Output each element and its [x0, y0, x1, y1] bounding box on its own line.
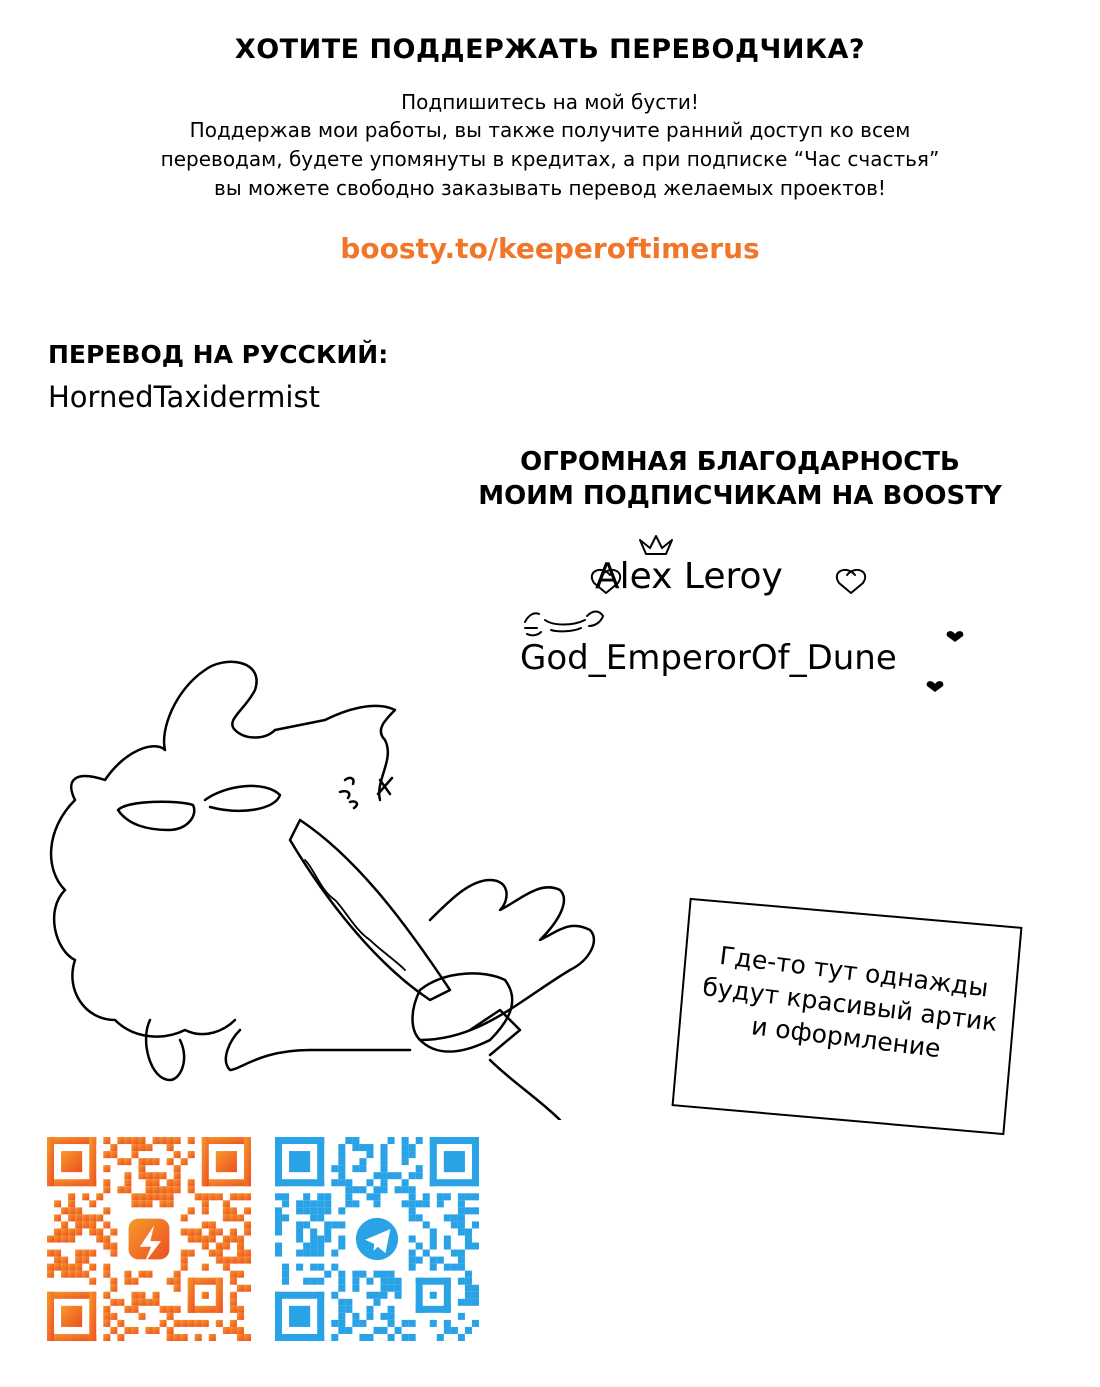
subscriber-alex-leroy: Alex Leroy	[595, 556, 783, 597]
support-line-3: переводам, будете упомянуты в кредитах, а при подписке “Час счастья”	[160, 147, 940, 171]
placeholder-sign-text: Где-то тут однажды будут красивый артик и оформление	[700, 940, 1000, 1064]
translation-label: ПЕРЕВОД НА РУССКИЙ:	[48, 340, 389, 369]
thanks-heading-line-2: МОИМ ПОДПИСЧИКАМ НА BOOSTY	[478, 481, 1002, 511]
support-line-4: вы можете свободно заказывать перевод желаемых проектов!	[214, 176, 886, 200]
translator-name: HornedTaxidermist	[48, 380, 320, 414]
telegram-qr-code[interactable]	[275, 1137, 479, 1341]
support-line-1: Подпишитесь на мой бусти!	[401, 90, 699, 114]
boosty-link[interactable]: boosty.to/keeperoftimerus	[340, 232, 760, 265]
page-title: ХОТИТЕ ПОДДЕРЖАТЬ ПЕРЕВОДЧИКА?	[234, 34, 866, 65]
thanks-heading-line-1: ОГРОМНАЯ БЛАГОДАРНОСТЬ	[520, 447, 960, 477]
character-with-knife-illustration	[0, 660, 660, 1120]
subscriber-god-emperor: God_EmperorOf_Dune	[520, 638, 897, 678]
support-line-2: Поддержав мои работы, вы также получите ранний доступ ко всем	[189, 118, 911, 142]
boosty-qr-code[interactable]	[47, 1137, 251, 1341]
